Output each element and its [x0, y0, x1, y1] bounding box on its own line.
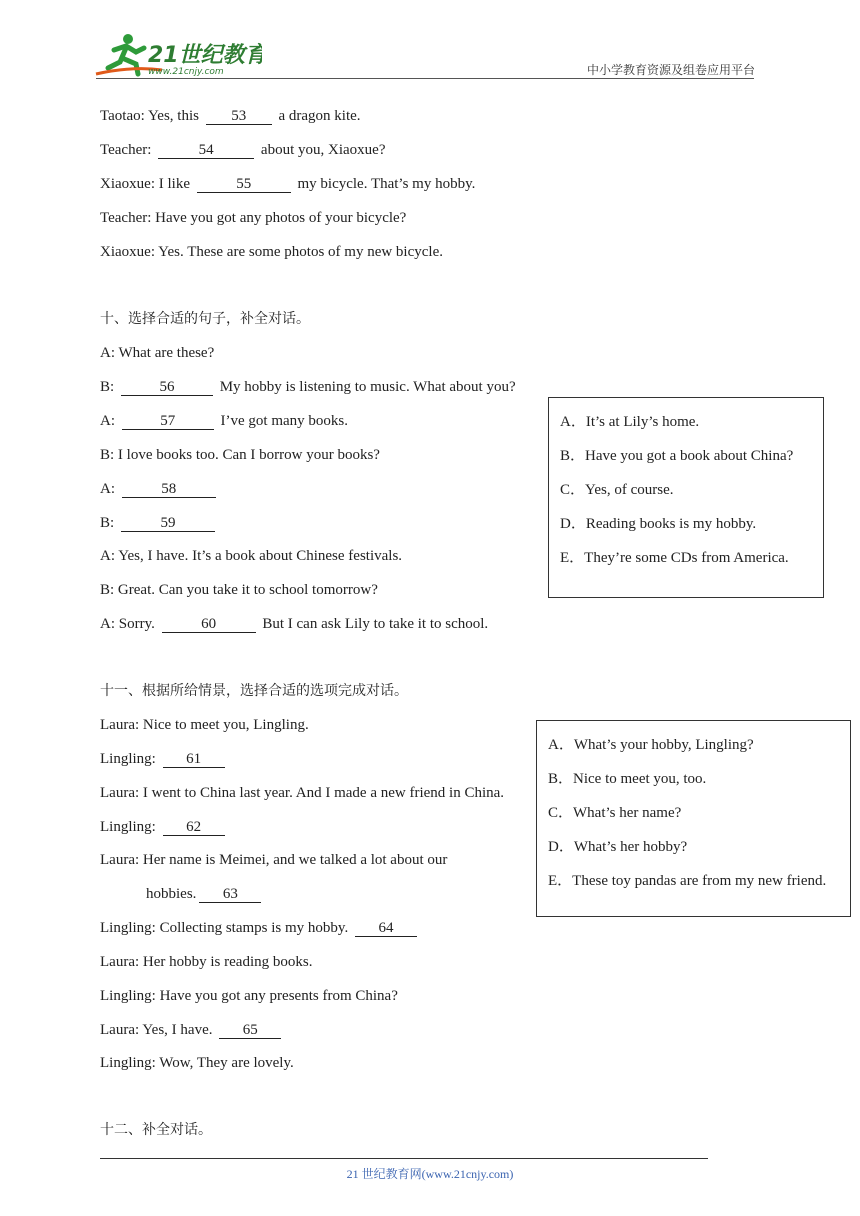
answer-blank-62: 62: [163, 819, 225, 836]
section-heading-11: 十一、根据所给情景，选择合适的选项完成对话。: [100, 683, 408, 699]
dialog-line: A: Sorry. 60 But I can ask Lily to take it to school.: [100, 616, 489, 632]
dialog-line: Lingling: 61: [100, 750, 228, 768]
footer-link[interactable]: 21 世纪教育网(www.21cnjy.com): [346, 1167, 514, 1181]
option-b: B．Have you got a book about China?: [560, 448, 794, 464]
dialog-line: Laura: Her name is Meimei, and we talked a lot about our: [100, 852, 448, 868]
dialog-line: Teacher: 54 about you, Xiaoxue?: [100, 142, 386, 158]
option-b: B．Nice to meet you, too.: [548, 771, 707, 787]
dialog-line: Xiaoxue: Yes. These are some photos of my new bicycle.: [100, 244, 443, 260]
answer-blank-65: 65: [219, 1022, 281, 1039]
dialog-line: Lingling: Collecting stamps is my hobby. 64: [100, 919, 420, 937]
dialog-line: Teacher: Have you got any photos of your bicycle?: [100, 210, 407, 226]
dialog-line: Taotao: Yes, this 53 a dragon kite.: [100, 108, 361, 124]
option-d: D．What’s her hobby?: [548, 839, 688, 855]
dialog-line: Lingling: 62: [100, 818, 228, 836]
footer-divider: [100, 1158, 708, 1159]
dialog-line: B: Great. Can you take it to school tomorrow?: [100, 582, 378, 598]
section-heading-12: 十二、补全对话。: [100, 1122, 212, 1138]
answer-blank-63: 63: [199, 886, 261, 903]
dialog-line: B: I love books too. Can I borrow your books?: [100, 447, 380, 463]
answer-blank-61: 61: [163, 751, 225, 768]
section-heading-10: 十、选择合适的句子，补全对话。: [100, 311, 310, 327]
header-divider: [96, 78, 754, 79]
dialog-line: Laura: Nice to meet you, Lingling.: [100, 717, 309, 733]
option-e: E．These toy pandas are from my new friend.: [548, 873, 827, 889]
dialog-line: Lingling: Wow, They are lovely.: [100, 1055, 294, 1071]
site-logo: [92, 30, 262, 80]
answer-blank-59: 59: [121, 515, 215, 532]
dialog-line: Laura: Her hobby is reading books.: [100, 954, 313, 970]
answer-blank-56: 56: [121, 379, 213, 396]
svg-text:21世纪教育: 21世纪教育: [148, 43, 262, 68]
option-d: D．Reading books is my hobby.: [560, 516, 757, 532]
options-box-11: [536, 720, 851, 917]
dialog-line: B: 59: [100, 514, 218, 532]
answer-blank-60: 60: [162, 616, 256, 633]
options-box-10: [548, 397, 824, 598]
answer-blank-53: 53: [206, 108, 272, 125]
option-c: C．Yes, of course.: [560, 482, 674, 498]
dialog-line: Lingling: Have you got any presents from China?: [100, 988, 398, 1004]
answer-blank-55: 55: [197, 176, 291, 193]
header-platform-text: 中小学教育资源及组卷应用平台: [586, 63, 755, 77]
dialog-line: A: 57 I’ve got many books.: [100, 413, 348, 429]
dialog-line: Laura: Yes, I have. 65: [100, 1021, 284, 1039]
dialog-line: hobbies. 63: [146, 885, 264, 903]
option-c: C．What’s her name?: [548, 805, 682, 821]
dialog-line: Laura: I went to China last year. And I made a new friend in China.: [100, 785, 505, 801]
option-e: E．They’re some CDs from America.: [560, 550, 789, 566]
dialog-line: Xiaoxue: I like 55 my bicycle. That’s my hobby.: [100, 176, 476, 192]
option-a: A．What’s your hobby, Lingling?: [548, 737, 754, 753]
dialog-line: A: Yes, I have. It’s a book about Chinese festivals.: [100, 548, 403, 564]
dialog-line: A: 58: [100, 480, 219, 498]
option-a: A．It’s at Lily’s home.: [560, 414, 700, 430]
answer-blank-57: 57: [122, 413, 214, 430]
svg-text:www.21cnjy.com: www.21cnjy.com: [148, 67, 224, 77]
dialog-line: B: 56 My hobby is listening to music. What about you?: [100, 379, 516, 395]
dialog-line: A: What are these?: [100, 345, 215, 361]
answer-blank-64: 64: [355, 920, 417, 937]
answer-blank-58: 58: [122, 481, 216, 498]
answer-blank-54: 54: [158, 142, 254, 159]
